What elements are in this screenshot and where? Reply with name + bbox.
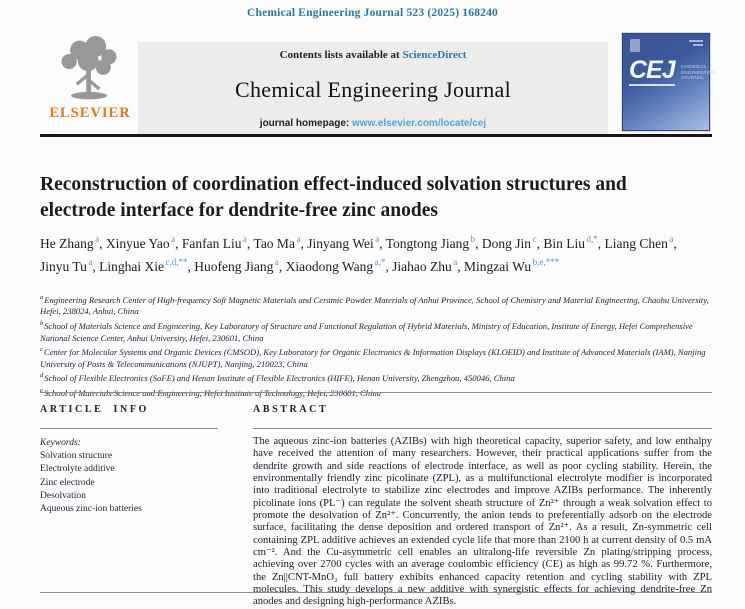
author-name: Liang Chen xyxy=(604,235,668,251)
affiliation-text: School of Materials Science and Engineering, Key Laboratory of Structure and Functional Regulation of Hybrid Materials, Ministry of Education, Institute of Energy, Hefei Comprehensive National Science Center, Anhui University, Hefei, 230601, China xyxy=(40,320,693,343)
author-separator: , xyxy=(475,235,482,251)
author-name: Jiahao Zhu xyxy=(392,258,452,274)
author-separator: , xyxy=(99,235,106,251)
author-separator: , xyxy=(536,235,544,251)
article-info-heading: ARTICLE INFO xyxy=(40,404,149,415)
paper-title: Reconstruction of coordination effect-induced solvation structures and electrode interface for dendrite-free zinc anodes xyxy=(40,174,627,221)
author-affiliation-sup: a xyxy=(274,257,279,267)
author-name: Fanfan Liu xyxy=(181,235,242,251)
author-separator: , xyxy=(92,258,100,274)
affiliation xyxy=(40,370,712,384)
author xyxy=(604,236,676,251)
author-name: Bin Liu xyxy=(543,235,585,251)
banner-divider xyxy=(40,134,712,137)
author-separator: , xyxy=(597,235,605,251)
affiliation xyxy=(40,292,712,318)
author-separator: , xyxy=(187,258,195,274)
author xyxy=(286,259,393,274)
author-name: Jinyu Tu xyxy=(40,258,87,274)
author-separator: , xyxy=(379,235,386,251)
homepage-label: journal homepage: xyxy=(259,118,350,129)
affiliation-text: School of Materials Science and Engineering, Hefei Institute of Technology, Hefei, 230601, China xyxy=(43,387,382,398)
article-info-underline xyxy=(40,428,218,429)
author xyxy=(392,259,464,274)
author xyxy=(464,259,559,274)
affiliation-sup: e xyxy=(40,386,43,394)
cover-emblem-icon xyxy=(630,39,640,52)
author xyxy=(307,236,386,251)
author-list xyxy=(40,230,688,276)
author-affiliation-sup: c,d,** xyxy=(165,257,188,267)
contents-text: Contents lists available at xyxy=(279,49,400,61)
elsevier-logo[interactable] xyxy=(42,35,138,135)
author xyxy=(386,236,482,251)
author-affiliation-sup: a xyxy=(88,257,93,267)
contents-line xyxy=(280,49,467,61)
elsevier-tree-icon xyxy=(42,35,138,107)
author-affiliation-sup: a xyxy=(296,234,301,244)
author-name: Linghai Xie xyxy=(99,258,165,274)
author-separator: , xyxy=(175,235,182,251)
affiliation-sup: a xyxy=(40,294,44,301)
cover-issn-mark2 xyxy=(693,44,703,46)
author xyxy=(254,236,308,251)
affiliation-text: Engineering Research Center of High-frequency Soft Magnetic Materials and Ceramic Powder Materials of Anhui Province, School of Chemistry and Material Engineering, Chaohu University, Hefei, 238024, Anhui, China xyxy=(40,294,709,317)
banner-grey-box xyxy=(138,42,608,137)
affiliation xyxy=(40,344,712,370)
author-affiliation-sup: a xyxy=(669,234,674,244)
keyword: Zinc electrode xyxy=(40,477,95,488)
author-affiliation-sup: c xyxy=(532,234,537,244)
author xyxy=(182,236,254,251)
author-name: Jinyang Wei xyxy=(307,235,374,251)
author-name: Xiaodong Wang xyxy=(285,258,374,274)
elsevier-wordmark: ELSEVIER xyxy=(49,105,131,121)
abstract-text: The aqueous zinc-ion batteries (AZIBs) with high theoretical capacity, superior safety, and low enthalpy have received the attention of many researchers. However, their practical applications suffer from the dendrite growth and side reactions of electrode interface, as well as poor cycling stability. Herein, the environmentally friendly zinc picolinate (ZPL), as a multifunctional electrolyte modifier is incorporated into traditional electrolyte to stabilize zinc electrodes and improve AZIBs performance. The inherently picolinate ions (PL⁻) can regulate the solvent sheath structure of Zn²⁺ through a weak solvation effect to promote the desolvation of Zn²⁺. Concurrently, the anion tends to preferentially adsorb on the electrode surface, facilitating the dense deposition and ordered transport of Zn²⁺. As a result, Zn-symmetric cell containing ZPL additive achieves an extended cycle life that more than 2100 h at current density of 0.5 mA cm⁻². And the Cu-asymmetric cell enables an ultralong-life reversible Zn plating/stripping process, achieving over 2700 cycles with an average coulombic efficiency (CE) as high as 99.72 %. Furthermore, the Zn||CNT-MnO₂ full battery exhibits enhanced capacity retention and cycling stability with ZPL molecules. This study develops a new additive with synergistic effects for achieving dendrite-free Zn anodes and designing high-performance AZIBs. xyxy=(253,436,712,608)
author-affiliation-sup: a,* xyxy=(374,257,386,267)
author-affiliation-sup: a xyxy=(95,234,100,244)
author xyxy=(40,236,106,251)
homepage-line xyxy=(260,118,486,129)
journal-cover-thumbnail[interactable] xyxy=(622,33,716,131)
homepage-link[interactable]: www.elsevier.com/locate/cej xyxy=(352,118,487,129)
author-name: Mingzai Wu xyxy=(464,258,532,274)
journal-banner xyxy=(40,33,716,138)
author xyxy=(543,236,604,251)
author-name: Dong Jin xyxy=(481,235,532,251)
affiliation-sup: d xyxy=(40,372,44,380)
author xyxy=(194,259,285,274)
author-affiliation-sup: d,* xyxy=(586,234,598,244)
author-affiliation-sup: b xyxy=(470,234,476,244)
journal-title: Chemical Engineering Journal xyxy=(235,76,511,102)
author-name: Tao Ma xyxy=(253,235,295,251)
cover-journal-name: CHEMICAL ENGINEERING JOURNAL xyxy=(681,64,716,81)
author-affiliation-sup: a xyxy=(453,257,458,267)
affiliation-list xyxy=(40,292,712,399)
keywords-list xyxy=(40,450,230,516)
affiliation xyxy=(40,318,712,344)
author xyxy=(99,259,194,274)
author xyxy=(40,259,99,274)
author-separator: , xyxy=(278,258,286,274)
author-name: Huofeng Jiang xyxy=(194,258,274,274)
author-separator: , xyxy=(247,235,254,251)
abstract-heading: ABSTRACT xyxy=(253,404,329,415)
sciencedirect-link[interactable]: ScienceDirect xyxy=(402,49,467,61)
author-affiliation-sup: a xyxy=(243,234,247,244)
author xyxy=(482,236,543,251)
affiliation-text: School of Flexible Electronics (SoFE) and Henan Institute of Flexible Electronics (HIFE), Henan University, Zhengzhou, 450046, China xyxy=(44,373,515,383)
keyword: Electrolyte additive xyxy=(40,464,115,475)
author-separator: , xyxy=(300,235,308,251)
author-affiliation-sup: a xyxy=(375,234,380,244)
affiliation-text: Center for Molecular Systems and Organic Devices (CMSOD), Key Laboratory for Organic Electronics & Information Displays (KLOEID) and Institute of Advanced Materials (IAM), Nanjing University of Posts & Telecommunications (NJUPT), Nanjing, 210023, China xyxy=(40,346,706,369)
cover-issn-mark xyxy=(689,40,703,42)
page-bottom-rule xyxy=(40,592,712,593)
author-separator: , xyxy=(673,235,677,251)
journal-citation: Chemical Engineering Journal 523 (2025) 168240 xyxy=(246,7,498,19)
section-divider-top xyxy=(40,392,712,393)
author-separator: , xyxy=(457,258,465,274)
keyword: Aqueous zinc-ion batteries xyxy=(40,504,142,515)
cover-abbr: CEJ xyxy=(629,56,675,84)
affiliation-sup: b xyxy=(40,320,44,328)
author-name: He Zhang xyxy=(40,235,94,251)
keyword: Solvation structure xyxy=(40,451,113,462)
author-separator: , xyxy=(385,258,393,274)
author-affiliation-sup: b,e,*** xyxy=(532,257,560,267)
abstract-underline xyxy=(253,428,712,429)
keywords-block xyxy=(40,437,230,516)
author xyxy=(106,236,182,251)
author-name: Xinyue Yao xyxy=(105,235,170,251)
keyword: Desolvation xyxy=(40,490,86,501)
affiliation-sup: c xyxy=(40,346,43,354)
keywords-label: Keywords: xyxy=(40,438,81,448)
author-affiliation-sup: a xyxy=(171,234,176,244)
author-name: Tongtong Jiang xyxy=(385,235,470,251)
